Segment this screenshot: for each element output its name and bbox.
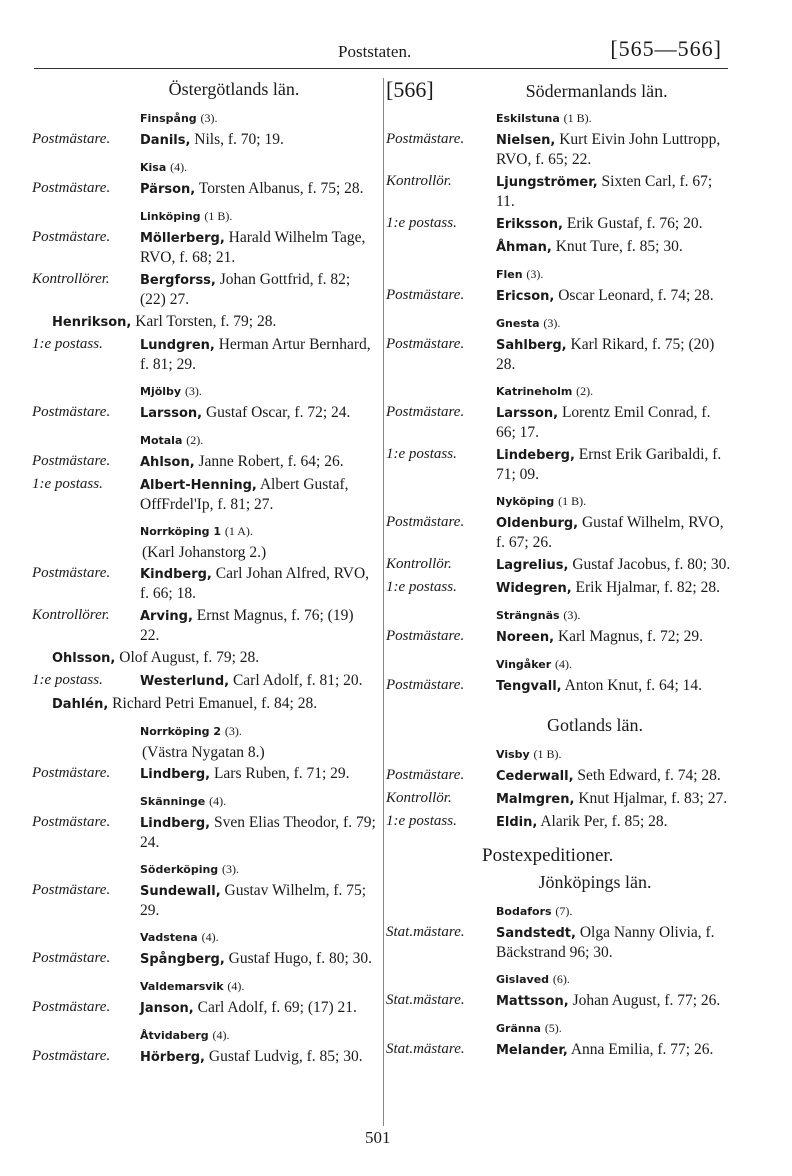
staff-entry xyxy=(386,923,732,962)
staff-entry xyxy=(32,130,376,150)
staff-surname: Danils, xyxy=(140,133,191,148)
staff-role: Postmästare. xyxy=(32,131,111,147)
staff-entry xyxy=(386,403,732,442)
staff-entry xyxy=(32,335,376,374)
place-heading xyxy=(496,606,732,625)
place-heading xyxy=(496,492,732,511)
staff-surname: Lagrelius, xyxy=(496,558,569,573)
staff-role: Postmästare. xyxy=(386,336,465,352)
staff-surname: Ljungströmer, xyxy=(496,175,598,190)
place-heading xyxy=(496,902,732,921)
staff-surname: Lundgren, xyxy=(140,338,215,353)
place-name: Flen xyxy=(496,268,523,281)
staff-details: Carl Adolf, f. 69; (17) 21. xyxy=(197,999,357,1016)
staff-role: Postmästare. xyxy=(32,229,111,245)
place-heading xyxy=(496,1019,732,1038)
staff-details: Johan August, f. 77; 26. xyxy=(572,992,721,1009)
staff-role: Postmästare. xyxy=(32,180,111,196)
staff-details: Gustaf Hugo, f. 80; 30. xyxy=(228,950,373,967)
staff-details: Alarik Per, f. 85; 28. xyxy=(540,813,668,830)
place-name: Nyköping xyxy=(496,495,555,508)
place-heading xyxy=(140,792,376,811)
staff-role: Kontrollörer. xyxy=(32,271,110,287)
staff-details: Anna Emilia, f. 77; 26. xyxy=(570,1041,714,1058)
place-name: Vingåker xyxy=(496,658,552,671)
staff-details: Oscar Leonard, f. 74; 28. xyxy=(558,287,714,304)
place-name: Valdemarsvik xyxy=(140,980,224,993)
staff-details: Olga Nanny Olivia, f. Bäckstrand 96; 30. xyxy=(496,924,715,961)
staff-role: Postmästare. xyxy=(32,453,111,469)
staff-entry xyxy=(32,648,376,668)
staff-details: Torsten Albanus, f. 75; 28. xyxy=(198,180,364,197)
staff-entry xyxy=(32,813,376,852)
staff-surname: Dahlén, xyxy=(52,697,109,712)
staff-role: Postmästare. xyxy=(386,404,465,420)
staff-surname: Noreen, xyxy=(496,630,555,645)
place-class: (2). xyxy=(576,384,594,398)
staff-surname: Tengvall, xyxy=(496,679,562,694)
staff-role: Postmästare. xyxy=(386,628,465,644)
staff-entry xyxy=(386,766,732,786)
right-blocks-3 xyxy=(386,902,732,1060)
staff-details: Knut Ture, f. 85; 30. xyxy=(555,238,683,255)
staff-entry xyxy=(32,312,376,332)
staff-role: Postmästare. xyxy=(32,565,111,581)
staff-surname: Åhman, xyxy=(496,240,552,255)
staff-surname: Ohlsson, xyxy=(52,651,116,666)
staff-surname: Widegren, xyxy=(496,581,572,596)
staff-surname: Bergforss, xyxy=(140,273,216,288)
staff-details: Karl Rikard, f. 75; (20) 28. xyxy=(496,336,715,373)
staff-surname: Sundewall, xyxy=(140,884,221,899)
staff-role: Postmästare. xyxy=(386,514,465,530)
place-class: (1 A). xyxy=(224,524,253,538)
region-heading: Östergötlands län. xyxy=(168,79,300,99)
staff-entry xyxy=(386,237,732,257)
staff-entry xyxy=(32,403,376,423)
staff-details: Olof August, f. 79; 28. xyxy=(119,649,260,666)
staff-role: Kontrollör. xyxy=(386,556,452,572)
staff-entry xyxy=(386,627,732,647)
staff-details: Ernst Erik Garibaldi, f. 71; 09. xyxy=(496,446,722,483)
region-heading: Gotlands län. xyxy=(547,715,643,735)
staff-details: Gustaf Jacobus, f. 80; 30. xyxy=(572,556,731,573)
staff-surname: Larsson, xyxy=(496,406,559,421)
staff-entry xyxy=(386,789,732,809)
staff-details: Erik Gustaf, f. 76; 20. xyxy=(566,215,703,232)
staff-surname: Larsson, xyxy=(140,406,203,421)
place-class: (3). xyxy=(200,111,218,125)
place-heading xyxy=(140,860,376,879)
place-class: (4). xyxy=(201,930,219,944)
staff-entry xyxy=(32,452,376,472)
place-heading xyxy=(496,314,732,333)
place-heading xyxy=(140,722,376,741)
place-name: Gislaved xyxy=(496,973,550,986)
staff-surname: Albert-Henning, xyxy=(140,478,257,493)
staff-role: Postmästare. xyxy=(32,950,111,966)
staff-details: Lars Ruben, f. 71; 29. xyxy=(213,765,350,782)
place-name: Norrköping 1 xyxy=(140,525,222,538)
staff-entry xyxy=(386,578,732,598)
place-class: (3). xyxy=(526,267,544,281)
header-rule xyxy=(34,68,728,69)
staff-surname: Ericson, xyxy=(496,289,555,304)
staff-surname: Pärson, xyxy=(140,182,196,197)
staff-entry xyxy=(32,179,376,199)
place-class: (3). xyxy=(224,724,242,738)
staff-surname: Hörberg, xyxy=(140,1050,205,1065)
place-heading xyxy=(140,158,376,177)
staff-role: Postmästare. xyxy=(32,882,111,898)
staff-entry xyxy=(32,228,376,267)
staff-surname: Janson, xyxy=(140,1001,194,1016)
left-blocks xyxy=(32,109,376,1067)
staff-details: Kurt Eivin John Luttropp, RVO, f. 65; 22. xyxy=(496,131,721,168)
left-column xyxy=(32,80,376,1070)
place-heading xyxy=(140,977,376,996)
place-heading xyxy=(140,382,376,401)
staff-entry xyxy=(386,445,732,484)
staff-surname: Oldenburg, xyxy=(496,516,579,531)
place-name: Norrköping 2 xyxy=(140,725,222,738)
place-class: (1 B). xyxy=(563,111,592,125)
place-class: (1 B). xyxy=(204,209,233,223)
staff-role: 1:e postass. xyxy=(386,446,457,462)
place-heading xyxy=(140,207,376,226)
staff-surname: Cederwall, xyxy=(496,769,574,784)
staff-entry xyxy=(386,335,732,374)
staff-entry xyxy=(32,949,376,969)
place-address: (Västra Nygatan 8.) xyxy=(142,744,265,761)
staff-entry xyxy=(386,172,732,211)
staff-role: Stat.mästare. xyxy=(386,924,465,940)
staff-details: Herman Artur Bernhard, f. 81; 29. xyxy=(140,336,371,373)
place-class: (1 B). xyxy=(533,747,562,761)
staff-details: Janne Robert, f. 64; 26. xyxy=(198,453,344,470)
staff-entry xyxy=(32,881,376,920)
staff-details: Karl Torsten, f. 79; 28. xyxy=(135,313,277,330)
right-blocks-2 xyxy=(386,745,732,832)
staff-surname: Nielsen, xyxy=(496,133,556,148)
staff-surname: Melander, xyxy=(496,1043,568,1058)
place-class: (6). xyxy=(552,972,570,986)
place-class: (4). xyxy=(170,160,188,174)
staff-role: Kontrollör. xyxy=(386,173,452,189)
place-class: (4). xyxy=(209,794,227,808)
place-class: (3). xyxy=(543,316,561,330)
staff-role: Postmästare. xyxy=(386,131,465,147)
staff-role: Kontrollörer. xyxy=(32,607,110,623)
place-name: Visby xyxy=(496,748,530,761)
place-class: (4). xyxy=(554,657,572,671)
staff-role: 1:e postass. xyxy=(32,336,103,352)
place-heading xyxy=(496,109,732,128)
page-header xyxy=(28,36,728,68)
staff-surname: Ahlson, xyxy=(140,455,195,470)
place-name: Motala xyxy=(140,434,183,447)
place-name: Gränna xyxy=(496,1022,541,1035)
place-class: (3). xyxy=(563,608,581,622)
place-address: (Karl Johanstorg 2.) xyxy=(142,544,267,561)
place-heading xyxy=(496,265,732,284)
staff-details: Erik Hjalmar, f. 82; 28. xyxy=(575,579,720,596)
staff-role: Postmästare. xyxy=(32,1048,111,1064)
place-name: Mjölby xyxy=(140,385,182,398)
region-heading: Jönköpings län. xyxy=(538,872,652,892)
place-name: Linköping xyxy=(140,210,201,223)
staff-details: Knut Hjalmar, f. 83; 27. xyxy=(578,790,728,807)
place-class: (5). xyxy=(544,1021,562,1035)
staff-details: Carl Johan Alfred, RVO, f. 66; 18. xyxy=(140,565,370,602)
staff-surname: Lindeberg, xyxy=(496,448,575,463)
region-heading: Södermanlands län. xyxy=(525,81,668,101)
staff-role: 1:e postass. xyxy=(386,579,457,595)
place-name: Strängnäs xyxy=(496,609,560,622)
column-divider xyxy=(383,78,384,1126)
staff-entry xyxy=(32,764,376,784)
staff-details: Gustaf Ludvig, f. 85; 30. xyxy=(208,1048,363,1065)
staff-details: Richard Petri Emanuel, f. 84; 28. xyxy=(112,695,318,712)
staff-role: 1:e postass. xyxy=(386,813,457,829)
staff-role: Postmästare. xyxy=(32,999,111,1015)
staff-entry xyxy=(386,286,732,306)
staff-entry xyxy=(32,564,376,603)
staff-entry xyxy=(386,555,732,575)
place-name: Kisa xyxy=(140,161,167,174)
place-class: (2). xyxy=(186,433,204,447)
staff-role: 1:e postass. xyxy=(32,476,103,492)
staff-details: Gustaf Wilhelm, RVO, f. 67; 26. xyxy=(496,514,724,551)
staff-surname: Lindberg, xyxy=(140,767,211,782)
staff-role: Postmästare. xyxy=(32,814,111,830)
place-name: Eskilstuna xyxy=(496,112,560,125)
region-heading-row xyxy=(386,77,732,102)
place-class: (4). xyxy=(227,979,245,993)
section-heading: Postexpeditioner. xyxy=(482,845,614,866)
place-name: Finspång xyxy=(140,112,197,125)
staff-surname: Mattsson, xyxy=(496,994,569,1009)
staff-details: Harald Wilhelm Tage, RVO, f. 68; 21. xyxy=(140,229,366,266)
staff-entry xyxy=(386,812,732,832)
staff-details: Sixten Carl, f. 67; 11. xyxy=(496,173,713,210)
staff-entry xyxy=(386,1040,732,1060)
staff-surname: Sandstedt, xyxy=(496,926,576,941)
staff-surname: Eriksson, xyxy=(496,217,563,232)
right-blocks xyxy=(386,109,732,696)
staff-entry xyxy=(386,513,732,552)
staff-details: Karl Magnus, f. 72; 29. xyxy=(557,628,704,645)
staff-surname: Henrikson, xyxy=(52,315,132,330)
staff-surname: Eldin, xyxy=(496,815,538,830)
place-heading xyxy=(140,431,376,450)
place-name: Vadstena xyxy=(140,931,198,944)
place-name: Bodafors xyxy=(496,905,552,918)
staff-surname: Westerlund, xyxy=(140,674,230,689)
staff-role: Kontrollör. xyxy=(386,790,452,806)
staff-details: Anton Knut, f. 64; 14. xyxy=(564,677,702,694)
running-head: Poststaten. xyxy=(338,42,412,61)
place-heading xyxy=(140,1026,376,1045)
staff-role: Postmästare. xyxy=(32,404,111,420)
staff-details: Albert Gustaf, OffFrdel'Ip, f. 81; 27. xyxy=(140,476,349,513)
staff-entry xyxy=(32,270,376,309)
place-class: (4). xyxy=(212,1028,230,1042)
staff-surname: Kindberg, xyxy=(140,567,212,582)
place-name: Söderköping xyxy=(140,863,219,876)
staff-role: Stat.mästare. xyxy=(386,992,465,1008)
place-heading xyxy=(140,109,376,128)
place-name: Katrineholm xyxy=(496,385,573,398)
place-class: (7). xyxy=(555,904,573,918)
page-number: 501 xyxy=(365,1128,391,1147)
staff-entry xyxy=(32,694,376,714)
column-page-number: [566] xyxy=(386,77,434,102)
place-name: Skänninge xyxy=(140,795,206,808)
staff-surname: Spångberg, xyxy=(140,952,225,967)
staff-details: Gustav Wilhelm, f. 75; 29. xyxy=(140,882,367,919)
place-class: (3). xyxy=(184,384,202,398)
staff-role: Stat.mästare. xyxy=(386,1041,465,1057)
staff-entry xyxy=(386,214,732,234)
staff-entry xyxy=(386,676,732,696)
staff-entry xyxy=(32,1047,376,1067)
staff-surname: Malmgren, xyxy=(496,792,575,807)
staff-surname: Sahlberg, xyxy=(496,338,567,353)
staff-role: Postmästare. xyxy=(386,287,465,303)
staff-entry xyxy=(386,130,732,169)
staff-role: Postmästare. xyxy=(386,767,465,783)
staff-entry xyxy=(386,991,732,1011)
staff-details: Carl Adolf, f. 81; 20. xyxy=(232,672,363,689)
staff-surname: Lindberg, xyxy=(140,816,211,831)
staff-surname: Arving, xyxy=(140,609,193,624)
place-class: (3). xyxy=(222,862,240,876)
place-heading xyxy=(140,522,376,541)
place-heading xyxy=(496,970,732,989)
staff-details: Lorentz Emil Conrad, f. 66; 17. xyxy=(496,404,711,441)
staff-details: Johan Gottfrid, f. 82; (22) 27. xyxy=(140,271,351,308)
staff-details: Ernst Magnus, f. 76; (19) 22. xyxy=(140,607,354,644)
staff-details: Sven Elias Theodor, f. 79; 24. xyxy=(140,814,376,851)
staff-entry xyxy=(32,475,376,514)
staff-role: Postmästare. xyxy=(386,677,465,693)
staff-entry xyxy=(32,606,376,645)
staff-role: Postmästare. xyxy=(32,765,111,781)
staff-entry xyxy=(32,998,376,1018)
staff-entry xyxy=(32,671,376,691)
place-heading xyxy=(496,655,732,674)
staff-role: 1:e postass. xyxy=(32,672,103,688)
place-name: Åtvidaberg xyxy=(140,1029,209,1042)
place-heading xyxy=(140,928,376,947)
place-class: (1 B). xyxy=(558,494,587,508)
staff-role: 1:e postass. xyxy=(386,215,457,231)
staff-surname: Möllerberg, xyxy=(140,231,225,246)
staff-details: Nils, f. 70; 19. xyxy=(194,131,284,148)
staff-details: Seth Edward, f. 74; 28. xyxy=(577,767,721,784)
place-heading xyxy=(496,382,732,401)
place-heading xyxy=(496,745,732,764)
place-name: Gnesta xyxy=(496,317,540,330)
page-range: [565—566] xyxy=(610,36,722,61)
staff-details: Gustaf Oscar, f. 72; 24. xyxy=(205,404,351,421)
right-column xyxy=(386,77,732,1063)
